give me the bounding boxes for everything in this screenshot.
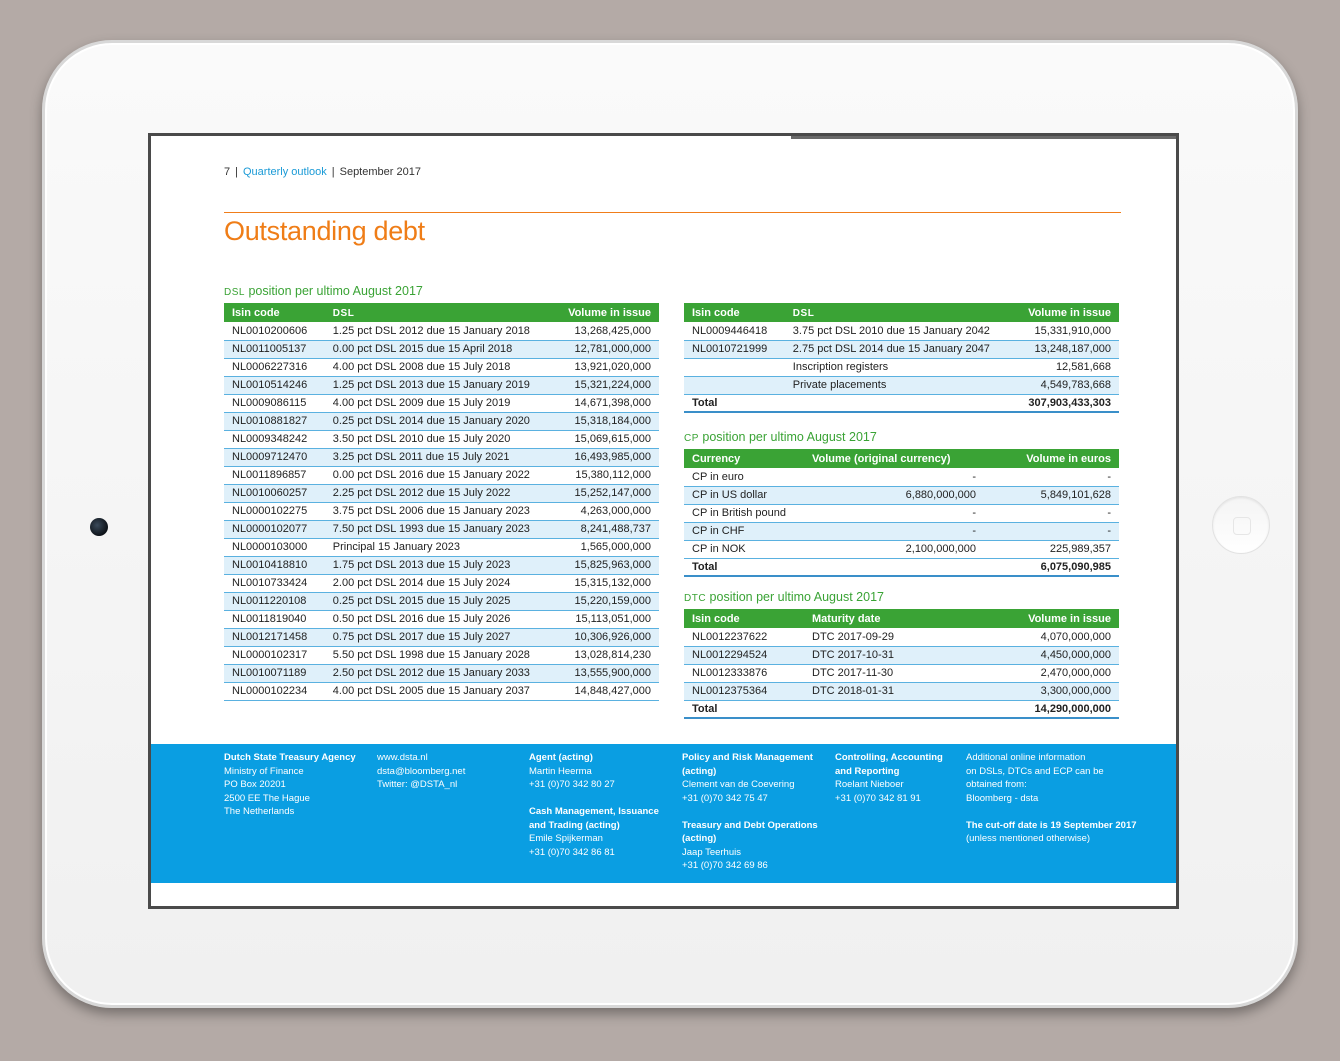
footer-col-controlling: Controlling, Accounting and Reporting Roelant Nieboer +31 (0)70 342 81 91 [835,752,943,804]
footer [151,744,1179,883]
table-cell: - [984,522,1119,540]
total-row: Total 6,075,090,985 [684,558,1119,576]
table-cell: NL0009446418 [684,322,785,340]
col-header: Isin code [684,303,785,322]
screen [148,133,1179,909]
table-row [224,358,659,376]
table-row [224,592,659,610]
table-cell: NL0006227316 [224,358,325,376]
dtc-table [684,609,1119,719]
home-button[interactable] [1212,496,1270,554]
table-cell: 4.00 pct DSL 2008 due 15 July 2018 [325,358,560,376]
table-cell: 3.75 pct DSL 2010 due 15 January 2042 [785,322,1020,340]
table-row [224,628,659,646]
table-cell: NL0010733424 [224,574,325,592]
table-cell: DTC 2017-09-29 [804,628,984,646]
table-cell: 4,070,000,000 [984,628,1119,646]
table-cell: 6,880,000,000 [804,486,984,504]
table-row [684,682,1119,700]
table-row [224,448,659,466]
table-cell: 3.25 pct DSL 2011 due 15 July 2021 [325,448,560,466]
table-cell: 8,241,488,737 [560,520,659,538]
col-header: Volume (original currency) [804,449,984,468]
table-cell: NL0009348242 [224,430,325,448]
table-cell: NL0010418810 [224,556,325,574]
table-row [224,664,659,682]
header-separator: | [235,166,238,178]
table-row [684,646,1119,664]
table-row [684,322,1119,340]
table-cell: 5,849,101,628 [984,486,1119,504]
table-cell: 2.50 pct DSL 2012 due 15 January 2033 [325,664,560,682]
table-cell: 15,220,159,000 [560,592,659,610]
table-cell: NL0010060257 [224,484,325,502]
table-cell [684,358,785,376]
email-link[interactable]: dsta@bloomberg.net [377,765,466,777]
table-row [684,468,1119,486]
table-cell: 13,921,020,000 [560,358,659,376]
table-cell: 15,825,963,000 [560,556,659,574]
table-cell: 15,331,910,000 [1020,322,1119,340]
total-row: Total 14,290,000,000 [684,700,1119,718]
dsl-table [224,303,659,701]
table-cell: NL0012171458 [224,628,325,646]
col-header: Isin code [684,609,804,628]
table-row [224,394,659,412]
page-title: Outstanding debt [224,216,425,246]
table-cell: 1.25 pct DSL 2012 due 15 January 2018 [325,322,560,340]
dtc-section-label: DTC position per ultimo August 2017 [684,590,884,604]
table-cell: 14,848,427,000 [560,682,659,700]
table-cell: 14,671,398,000 [560,394,659,412]
table-cell: 1.75 pct DSL 2013 due 15 July 2023 [325,556,560,574]
table-row [224,502,659,520]
table-row [684,340,1119,358]
table-cell: NL0012333876 [684,664,804,682]
page-header [224,166,421,178]
table-cell: DTC 2018-01-31 [804,682,984,700]
table-cell: NL0000102234 [224,682,325,700]
footer-col-agent: Agent (acting) Martin Heerma +31 (0)70 342 80 27 Cash Management, Issuance and Trading (acting) Emile Spijkerman +31 (0)70 342 86 81 [529,752,659,858]
table-cell: 2,100,000,000 [804,540,984,558]
table-row [684,358,1119,376]
table-cell: 15,380,112,000 [560,466,659,484]
table-cell: NL0010721999 [684,340,785,358]
table-cell: Principal 15 January 2023 [325,538,560,556]
col-header: DSL [325,303,560,322]
camera-icon [90,518,108,536]
twitter-link[interactable]: Twitter: @DSTA_nl [377,779,458,790]
table-cell: 3.75 pct DSL 2006 due 15 January 2023 [325,502,560,520]
table-cell: Private placements [785,376,1020,394]
footer-col-policy: Policy and Risk Management (acting) Clement van de Coevering +31 (0)70 342 75 47 Treasury and Debt Operations (acting) Jaap Teerhuis +31 (0)70 342 69 86 [682,752,818,871]
table-cell: 0.00 pct DSL 2015 due 15 April 2018 [325,340,560,358]
table-row [224,412,659,430]
table-cell: 225,989,357 [984,540,1119,558]
table-cell: 0.25 pct DSL 2015 due 15 July 2025 [325,592,560,610]
col-header: Volume in issue [984,609,1119,628]
table-cell: 15,069,615,000 [560,430,659,448]
table-cell: NL0012294524 [684,646,804,664]
table-cell: NL0011220108 [224,592,325,610]
table-row [224,520,659,538]
table-cell: NL0011005137 [224,340,325,358]
table-cell: - [804,504,984,522]
table-row [224,484,659,502]
table-cell [684,376,785,394]
table-cell: NL0010200606 [224,322,325,340]
table-row [224,376,659,394]
table-cell: NL0010514246 [224,376,325,394]
table-cell: 0.00 pct DSL 2016 due 15 January 2022 [325,466,560,484]
cp-table [684,449,1119,577]
table-row [684,664,1119,682]
table-cell: DTC 2017-10-31 [804,646,984,664]
table-cell: NL0012237622 [684,628,804,646]
table-row [224,538,659,556]
col-header: Isin code [224,303,325,322]
table-row [684,540,1119,558]
table-cell: - [984,504,1119,522]
table-cell: 15,321,224,000 [560,376,659,394]
screen-glare [791,136,1179,139]
table-cell: 4,549,783,668 [1020,376,1119,394]
col-header: Volume in euros [984,449,1119,468]
table-cell: 0.25 pct DSL 2014 due 15 January 2020 [325,412,560,430]
table-cell: NL0011896857 [224,466,325,484]
table-cell: NL0000103000 [224,538,325,556]
col-header: DSL [785,303,1020,322]
table-cell: NL0010881827 [224,412,325,430]
table-cell: 10,306,926,000 [560,628,659,646]
col-header: Volume in issue [1020,303,1119,322]
website-link[interactable]: www.dsta.nl [377,752,428,763]
table-cell: 13,248,187,000 [1020,340,1119,358]
table-cell: 4.00 pct DSL 2005 due 15 January 2037 [325,682,560,700]
table-row [224,610,659,628]
table-row [224,340,659,358]
table-cell: 5.50 pct DSL 1998 due 15 January 2028 [325,646,560,664]
total-row: Total 307,903,433,303 [684,394,1119,412]
table-row [684,522,1119,540]
table-cell: NL0009086115 [224,394,325,412]
footer-col-info: Additional online information on DSLs, DTCs and ECP can be obtained from: Bloomberg - dsta The cut-off date is 19 September 2017 (unless mentioned otherwise) [966,752,1137,844]
table-cell: CP in US dollar [684,486,804,504]
table-cell: 4,450,000,000 [984,646,1119,664]
table-cell: 4,263,000,000 [560,502,659,520]
table-cell: 13,555,900,000 [560,664,659,682]
table-row [684,504,1119,522]
table-cell: 12,781,000,000 [560,340,659,358]
table-cell: 1.25 pct DSL 2013 due 15 January 2019 [325,376,560,394]
publication-date: September 2017 [339,166,421,178]
table-row [684,628,1119,646]
table-cell: Inscription registers [785,358,1020,376]
table-cell: NL0012375364 [684,682,804,700]
table-cell: 4.00 pct DSL 2009 due 15 July 2019 [325,394,560,412]
table-cell: NL0000102317 [224,646,325,664]
table-cell: 2.75 pct DSL 2014 due 15 January 2047 [785,340,1020,358]
table-cell: NL0009712470 [224,448,325,466]
table-cell: 7.50 pct DSL 1993 due 15 January 2023 [325,520,560,538]
table-cell: - [984,468,1119,486]
table-cell: - [804,522,984,540]
header-separator: | [331,166,335,178]
footer-col-agency: Dutch State Treasury Agency Ministry of Finance PO Box 20201 2500 EE The Hague The Netherlands [224,752,356,817]
table-cell: 0.75 pct DSL 2017 due 15 July 2027 [325,628,560,646]
table-cell: 13,268,425,000 [560,322,659,340]
table-cell: - [804,468,984,486]
table-cell: 3,300,000,000 [984,682,1119,700]
table-cell: 1,565,000,000 [560,538,659,556]
table-cell: NL0000102077 [224,520,325,538]
col-header: Volume in issue [560,303,659,322]
table-cell: 2.25 pct DSL 2012 due 15 July 2022 [325,484,560,502]
dsl-continued-table [684,303,1119,413]
table-row [224,646,659,664]
col-header: Currency [684,449,804,468]
table-cell: 2.00 pct DSL 2014 due 15 July 2024 [325,574,560,592]
table-cell: 15,252,147,000 [560,484,659,502]
table-row [224,556,659,574]
table-row [224,430,659,448]
table-row [224,322,659,340]
table-cell: NL0010071189 [224,664,325,682]
table-cell: 3.50 pct DSL 2010 due 15 July 2020 [325,430,560,448]
cp-section-label: CP position per ultimo August 2017 [684,430,877,444]
table-cell: 16,493,985,000 [560,448,659,466]
table-row [224,682,659,700]
table-cell: 15,315,132,000 [560,574,659,592]
table-cell: CP in NOK [684,540,804,558]
header-rule [224,212,1121,213]
table-row [224,574,659,592]
table-cell: CP in euro [684,468,804,486]
dsl-section-label: DSL position per ultimo August 2017 [224,284,423,298]
table-cell: 2,470,000,000 [984,664,1119,682]
col-header: Maturity date [804,609,984,628]
home-square-icon [1233,517,1251,535]
table-row [684,486,1119,504]
footer-col-contact [377,751,465,792]
table-cell: NL0011819040 [224,610,325,628]
table-cell: DTC 2017-11-30 [804,664,984,682]
table-cell: 12,581,668 [1020,358,1119,376]
table-cell: 15,113,051,000 [560,610,659,628]
table-row [684,376,1119,394]
table-row [224,466,659,484]
table-cell: 15,318,184,000 [560,412,659,430]
table-cell: 13,028,814,230 [560,646,659,664]
table-cell: CP in CHF [684,522,804,540]
table-cell: 0.50 pct DSL 2016 due 15 July 2026 [325,610,560,628]
page-number: 7 [224,166,231,178]
publication-link[interactable]: Quarterly outlook [242,166,327,178]
table-cell: CP in British pound [684,504,804,522]
table-cell: NL0000102275 [224,502,325,520]
